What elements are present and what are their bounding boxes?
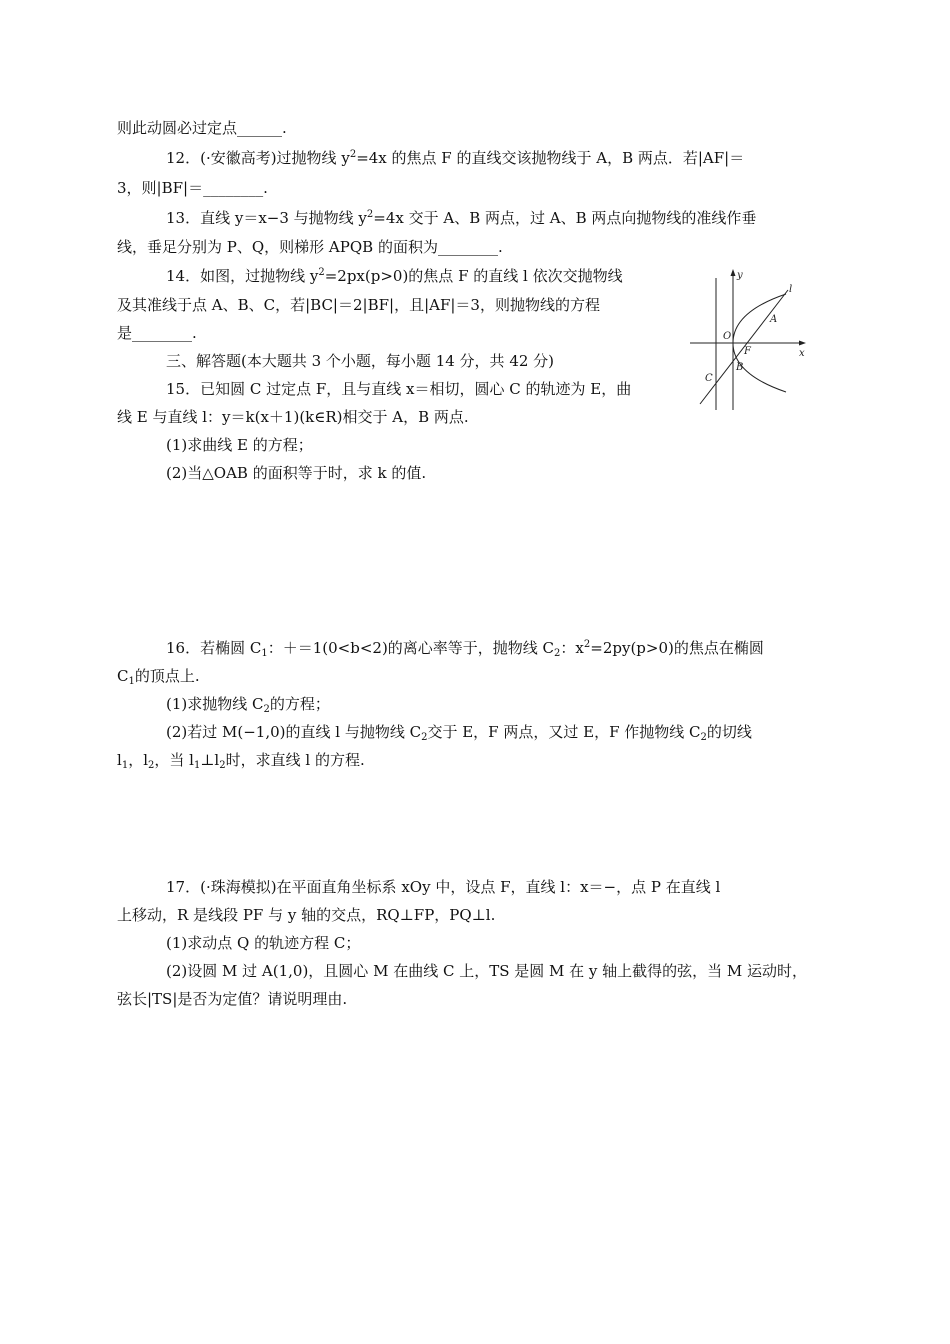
- q16-part1: (1)求抛物线 $C_2$的方程；: [166, 695, 330, 715]
- y-axis-arrow: [731, 269, 736, 276]
- q16-line1: 16．若椭圆 $C_1$：＋＝1(0<b<2)的离心率等于，抛物线 $C_2$：$x^2=2py(p>0)$的焦点在椭圆: [166, 639, 764, 659]
- q15-line2: 线 E 与直线 l：y＝k(x＋1)(k∈R)相交于 A，B 两点.: [117, 408, 469, 426]
- x-axis-arrow: [799, 341, 806, 346]
- q16-part2: (2)若过 M(−1,0)的直线 l 与抛物线 $C_2$交于 E，F 两点，又过 E，F 作抛物线 $C_2$的切线: [166, 723, 752, 743]
- q13-line2: 线，垂足分别为 P、Q，则梯形 APQB 的面积为________.: [117, 238, 503, 256]
- q16-part2-cont: $l_1$，$l_2$，当 $l_1\perp l_2$时，求直线 l 的方程.: [117, 751, 365, 771]
- q15-part1: (1)求曲线 E 的方程；: [166, 436, 313, 454]
- q15-line1: 15．已知圆 C 过定点 F，且与直线 x＝相切，圆心 C 的轨迹为 E，曲: [166, 380, 632, 398]
- q17-part2: (2)设圆 M 过 A(1,0)，且圆心 M 在曲线 C 上，TS 是圆 M 在 y 轴上截得的弦，当 M 运动时，: [166, 962, 808, 980]
- q13-line1: 13．直线 y＝x−3 与抛物线 $y^2=4x$ 交于 A、B 两点，过 A、B 两点向抛物线的准线作垂: [166, 209, 757, 227]
- q14-line1: 14．如图，过抛物线 $y^2=2px(p>0)$的焦点 F 的直线 l 依次交抛物线: [166, 267, 623, 285]
- q12-line1: 12．(·安徽高考)过抛物线 $y^2=4x$ 的焦点 F 的直线交该抛物线于 A，B 两点．若|AF|＝: [166, 149, 745, 167]
- label-F: F: [744, 346, 751, 357]
- label-x: x: [799, 348, 805, 359]
- label-A: A: [770, 314, 778, 325]
- q11-tail: 则此动圆必过定点______.: [117, 119, 287, 137]
- q14-line3: 是________.: [117, 324, 197, 342]
- q12-line2: 3，则|BF|＝________.: [117, 179, 268, 197]
- label-B: B: [736, 362, 744, 373]
- label-O: O: [723, 331, 732, 342]
- q17-part2-cont: 弦长|TS|是否为定值？请说明理由.: [117, 990, 348, 1008]
- label-C: C: [705, 373, 713, 384]
- q15-part2: (2)当△OAB 的面积等于时，求 k 的值.: [166, 464, 427, 482]
- parabola-figure: [686, 264, 810, 414]
- q17-line2: 上移动，R 是线段 PF 与 y 轴的交点，RQ⊥FP，PQ⊥l.: [117, 906, 496, 924]
- q17-line1: 17．(·珠海模拟)在平面直角坐标系 xOy 中，设点 F，直线 l：x＝−，点 P 在直线 l: [166, 878, 721, 896]
- q16-line2: $C_1$的顶点上.: [117, 667, 200, 687]
- section-heading: 三、解答题(本大题共 3 个小题，每小题 14 分，共 42 分): [166, 352, 555, 370]
- q14-line2: 及其准线于点 A、B、C，若|BC|＝2|BF|，且|AF|＝3，则抛物线的方程: [117, 296, 600, 314]
- q17-part1: (1)求动点 Q 的轨迹方程 C；: [166, 934, 361, 952]
- label-y: y: [737, 270, 743, 281]
- label-l: l: [789, 284, 793, 295]
